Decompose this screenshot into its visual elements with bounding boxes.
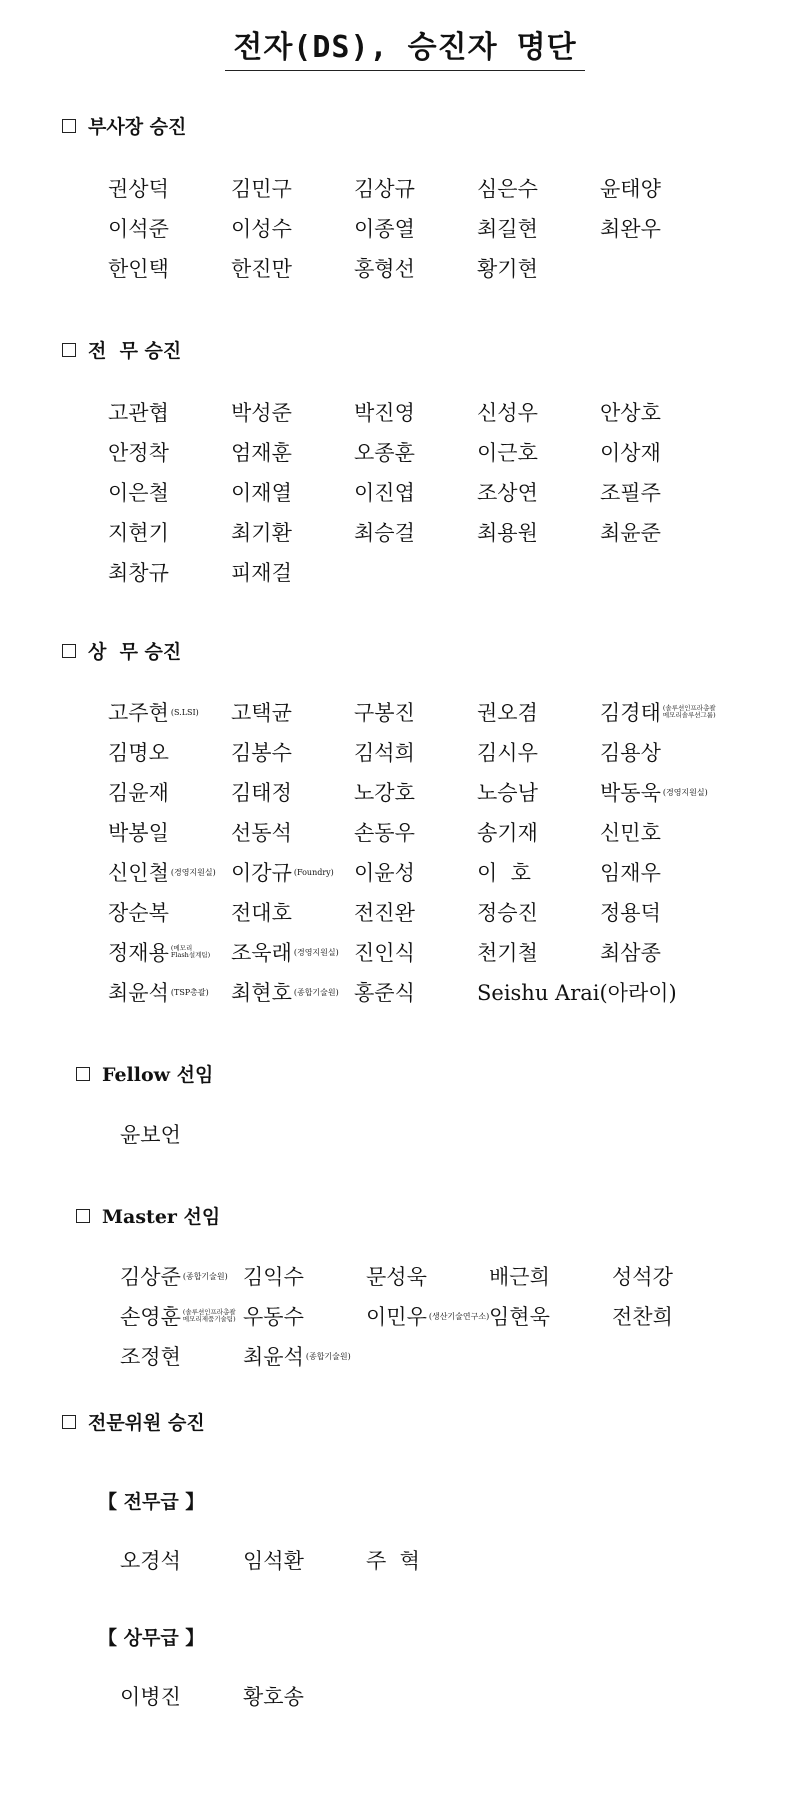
person-name-text: 황기현 <box>477 257 538 281</box>
person-name <box>600 897 723 927</box>
person-name <box>477 937 600 967</box>
person-name <box>354 857 477 887</box>
person-name <box>120 1545 243 1575</box>
person-name-text: 임재우 <box>600 861 661 885</box>
person-name-text: 손동우 <box>354 821 415 845</box>
person-name <box>354 777 477 807</box>
person-name <box>108 397 231 427</box>
person-name <box>354 737 477 767</box>
person-name <box>120 1341 243 1371</box>
person-name-text: 이은철 <box>108 481 169 505</box>
name-list-vp <box>108 168 723 288</box>
name-list-ed <box>108 392 723 592</box>
checkbox-square-icon <box>62 119 76 133</box>
person-name-text: 한진만 <box>231 257 292 281</box>
name-list-expert-executive <box>120 1540 735 1580</box>
person-name-text: 최창규 <box>108 561 169 585</box>
person-name <box>354 173 477 203</box>
person-name <box>354 517 477 547</box>
person-name <box>354 937 477 967</box>
person-name-text: 손영훈 <box>120 1305 181 1329</box>
person-name <box>108 777 231 807</box>
person-name-text: 권상덕 <box>108 177 169 201</box>
person-name <box>231 517 354 547</box>
person-name <box>477 437 600 467</box>
person-name-text: 지현기 <box>108 521 169 545</box>
person-name <box>600 737 723 767</box>
person-name <box>231 173 354 203</box>
person-name <box>477 697 600 727</box>
affiliation-note: (경영지원실) <box>293 947 339 957</box>
person-name-text: 심은수 <box>477 177 538 201</box>
person-name-text: 전대호 <box>231 901 292 925</box>
person-name-text: 황호송 <box>243 1685 304 1709</box>
page-title-text: 전자(DS), 승진자 명단 <box>225 22 584 71</box>
section-heading-fellow <box>76 1060 213 1087</box>
person-name <box>600 937 723 967</box>
affiliation-note: (경영지원실) <box>662 787 708 797</box>
person-name <box>366 1261 489 1291</box>
person-name <box>243 1301 366 1331</box>
affiliation-note-line: Flash설계팀) <box>170 951 211 959</box>
person-name-text: 오경석 <box>120 1549 181 1573</box>
person-name-text: 조욱래 <box>231 941 292 965</box>
person-name-text: 조정현 <box>120 1345 181 1369</box>
person-name-text: 이성수 <box>231 217 292 241</box>
person-name-text: 박봉일 <box>108 821 169 845</box>
section-heading-ed <box>62 336 181 363</box>
affiliation-note: (S.LSI) <box>170 707 199 717</box>
affiliation-note <box>183 1309 236 1324</box>
person-name <box>243 1545 366 1575</box>
person-name <box>600 213 723 243</box>
person-name <box>120 1681 243 1711</box>
person-name <box>600 777 723 807</box>
person-name-text: 정용덕 <box>600 901 661 925</box>
person-name <box>108 897 231 927</box>
person-name <box>108 517 231 547</box>
person-name-text: 박성준 <box>231 401 292 425</box>
person-name <box>108 977 231 1007</box>
person-name <box>231 437 354 467</box>
person-name <box>612 1261 735 1291</box>
person-name <box>477 857 600 887</box>
person-name <box>477 817 600 847</box>
person-name <box>477 397 600 427</box>
section-heading-text: 상 무 승진 <box>88 641 182 663</box>
person-name-text: 배근희 <box>489 1265 550 1289</box>
checkbox-square-icon <box>62 1415 76 1429</box>
person-name <box>354 397 477 427</box>
name-list-md <box>108 692 723 1012</box>
person-name-text: 고관협 <box>108 401 169 425</box>
checkbox-square-icon <box>76 1209 90 1223</box>
checkbox-square-icon <box>76 1067 90 1081</box>
person-name-text: 문성욱 <box>366 1265 427 1289</box>
person-name <box>477 977 723 1007</box>
person-name-text: 윤태양 <box>600 177 661 201</box>
person-name-text: 김석희 <box>354 741 415 765</box>
affiliation-note: (TSP총괄) <box>170 987 209 997</box>
section-heading-vp <box>62 112 186 139</box>
person-name-text: 선동석 <box>231 821 292 845</box>
person-name <box>366 1301 489 1331</box>
person-name <box>600 697 723 727</box>
person-name <box>243 1261 366 1291</box>
person-name <box>231 477 354 507</box>
person-name <box>600 477 723 507</box>
person-name <box>231 397 354 427</box>
person-name-text: 최기환 <box>231 521 292 545</box>
checkbox-square-icon <box>62 343 76 357</box>
person-name <box>108 697 231 727</box>
section-heading-text: Fellow 선임 <box>102 1064 214 1086</box>
person-name-text: 이윤성 <box>354 861 415 885</box>
person-name-text: 김민구 <box>231 177 292 201</box>
person-name-text: Seishu Arai(아라이) <box>477 981 677 1005</box>
person-name <box>366 1545 489 1575</box>
affiliation-note-line: 메모리솔루션그룹) <box>662 711 716 719</box>
person-name <box>600 397 723 427</box>
person-name-text: 전진완 <box>354 901 415 925</box>
affiliation-note-line: 메모리제품기술팀) <box>182 1315 236 1323</box>
person-name-text: 조필주 <box>600 481 661 505</box>
person-name-text: 정승진 <box>477 901 538 925</box>
person-name-text: 최현호 <box>231 981 292 1005</box>
subgroup-label-managing-level: 【 상무급 】 <box>98 1627 205 1649</box>
section-heading-text: 전 무 승진 <box>88 340 182 362</box>
person-name-text: 오종훈 <box>354 441 415 465</box>
person-name-text: 이민우 <box>366 1305 427 1329</box>
checkbox-square-icon <box>62 644 76 658</box>
person-name-text: 김윤재 <box>108 781 169 805</box>
affiliation-note-line: (솔루션인프라총괄 <box>662 703 716 712</box>
person-name <box>477 477 600 507</box>
name-list-fellow <box>120 1114 735 1154</box>
person-name <box>120 1261 243 1291</box>
person-name-text: 최윤석 <box>243 1345 304 1369</box>
person-name <box>108 213 231 243</box>
person-name <box>120 1119 243 1149</box>
person-name-text: 이석준 <box>108 217 169 241</box>
person-name-text: 신성우 <box>477 401 538 425</box>
affiliation-note-line: (메모리 <box>170 943 193 952</box>
person-name <box>231 737 354 767</box>
person-name <box>354 897 477 927</box>
person-name-text: 최승걸 <box>354 521 415 545</box>
person-name <box>108 857 231 887</box>
person-name <box>231 857 354 887</box>
section-heading-text: 전문위원 승진 <box>88 1412 205 1434</box>
person-name <box>108 173 231 203</box>
person-name-text: 이근호 <box>477 441 538 465</box>
person-name-text: 김익수 <box>243 1265 304 1289</box>
person-name <box>231 213 354 243</box>
person-name-text: 김상규 <box>354 177 415 201</box>
person-name-text: 김상준 <box>120 1265 181 1289</box>
person-name-text: 한인택 <box>108 257 169 281</box>
person-name <box>108 817 231 847</box>
person-name <box>231 817 354 847</box>
person-name-text: 권오겸 <box>477 701 538 725</box>
person-name <box>600 857 723 887</box>
person-name <box>108 557 231 587</box>
section-heading-md <box>62 637 181 664</box>
person-name-text: 피재걸 <box>231 561 292 585</box>
person-name <box>231 897 354 927</box>
person-name-text: 이강규 <box>231 861 292 885</box>
person-name-text: 최용원 <box>477 521 538 545</box>
person-name <box>108 253 231 283</box>
affiliation-note: (종합기술원) <box>182 1271 228 1281</box>
person-name-text: 홍형선 <box>354 257 415 281</box>
affiliation-note <box>663 705 716 720</box>
person-name <box>477 897 600 927</box>
person-name <box>477 173 600 203</box>
person-name-text: 이 호 <box>477 861 531 885</box>
affiliation-note: (경영지원실) <box>170 867 216 877</box>
person-name <box>231 777 354 807</box>
person-name <box>477 777 600 807</box>
person-name <box>477 517 600 547</box>
subgroup-label-executive-level: 【 전무급 】 <box>98 1491 205 1513</box>
person-name-text: 조상연 <box>477 481 538 505</box>
person-name-text: 김경태 <box>600 701 661 725</box>
person-name-text: 고택균 <box>231 701 292 725</box>
section-heading-expert <box>62 1408 205 1435</box>
person-name-text: 이재열 <box>231 481 292 505</box>
person-name-text: 최완우 <box>600 217 661 241</box>
person-name <box>243 1681 366 1711</box>
person-name-text: 최길현 <box>477 217 538 241</box>
person-name <box>108 477 231 507</box>
person-name-text: 전찬희 <box>612 1305 673 1329</box>
person-name <box>108 437 231 467</box>
person-name-text: 안정착 <box>108 441 169 465</box>
person-name <box>108 937 231 967</box>
person-name-text: 노승남 <box>477 781 538 805</box>
person-name-text: 이종열 <box>354 217 415 241</box>
person-name <box>243 1341 366 1371</box>
person-name-text: 이병진 <box>120 1685 181 1709</box>
name-list-master <box>120 1256 735 1376</box>
person-name <box>231 697 354 727</box>
section-heading-master <box>76 1202 220 1229</box>
person-name <box>354 817 477 847</box>
person-name <box>600 437 723 467</box>
person-name <box>600 173 723 203</box>
person-name-text: 엄재훈 <box>231 441 292 465</box>
person-name-text: 구봉진 <box>354 701 415 725</box>
person-name-text: 임석환 <box>243 1549 304 1573</box>
person-name-text: 노강호 <box>354 781 415 805</box>
person-name-text: 성석강 <box>612 1265 673 1289</box>
person-name <box>231 557 354 587</box>
person-name-text: 우동수 <box>243 1305 304 1329</box>
person-name <box>354 477 477 507</box>
person-name-text: 주 혁 <box>366 1549 420 1573</box>
affiliation-note: (생산기술연구소) <box>428 1311 490 1321</box>
person-name-text: 홍준식 <box>354 981 415 1005</box>
person-name <box>612 1301 735 1331</box>
person-name <box>354 437 477 467</box>
affiliation-note <box>171 945 210 960</box>
affiliation-note-line: (솔루션인프라총괄 <box>182 1307 236 1316</box>
person-name-text: 고주현 <box>108 701 169 725</box>
person-name <box>600 817 723 847</box>
person-name-text: 이진엽 <box>354 481 415 505</box>
person-name-text: 김태정 <box>231 781 292 805</box>
person-name <box>489 1261 612 1291</box>
person-name-text: 김용상 <box>600 741 661 765</box>
page-title <box>0 22 810 71</box>
person-name-text: 천기철 <box>477 941 538 965</box>
affiliation-note: (종합기술원) <box>305 1351 351 1361</box>
person-name <box>108 737 231 767</box>
section-heading-text: Master 선임 <box>102 1206 221 1228</box>
person-name-text: 최삼종 <box>600 941 661 965</box>
person-name <box>354 977 477 1007</box>
person-name-text: 최윤준 <box>600 521 661 545</box>
person-name-text: 김명오 <box>108 741 169 765</box>
person-name-text: 신인철 <box>108 861 169 885</box>
person-name-text: 임현욱 <box>489 1305 550 1329</box>
person-name <box>120 1301 243 1331</box>
person-name-text: 최윤석 <box>108 981 169 1005</box>
person-name <box>600 517 723 547</box>
person-name <box>231 937 354 967</box>
person-name-text: 신민호 <box>600 821 661 845</box>
person-name-text: 김시우 <box>477 741 538 765</box>
person-name <box>354 213 477 243</box>
person-name <box>477 213 600 243</box>
person-name <box>354 697 477 727</box>
person-name-text: 장순복 <box>108 901 169 925</box>
name-list-expert-managing <box>120 1676 735 1716</box>
person-name <box>231 253 354 283</box>
person-name-text: 김봉수 <box>231 741 292 765</box>
section-heading-text: 부사장 승진 <box>88 116 187 138</box>
person-name-text: 윤보언 <box>120 1123 181 1147</box>
person-name-text: 박동욱 <box>600 781 661 805</box>
person-name <box>231 977 354 1007</box>
person-name <box>489 1301 612 1331</box>
person-name-text: 송기재 <box>477 821 538 845</box>
person-name <box>354 253 477 283</box>
person-name <box>477 737 600 767</box>
person-name-text: 안상호 <box>600 401 661 425</box>
person-name-text: 이상재 <box>600 441 661 465</box>
affiliation-note: (Foundry) <box>293 867 334 877</box>
person-name-text: 박진영 <box>354 401 415 425</box>
person-name-text: 진인식 <box>354 941 415 965</box>
person-name-text: 정재용 <box>108 941 169 965</box>
affiliation-note: (종합기술원) <box>293 987 339 997</box>
person-name <box>477 253 600 283</box>
